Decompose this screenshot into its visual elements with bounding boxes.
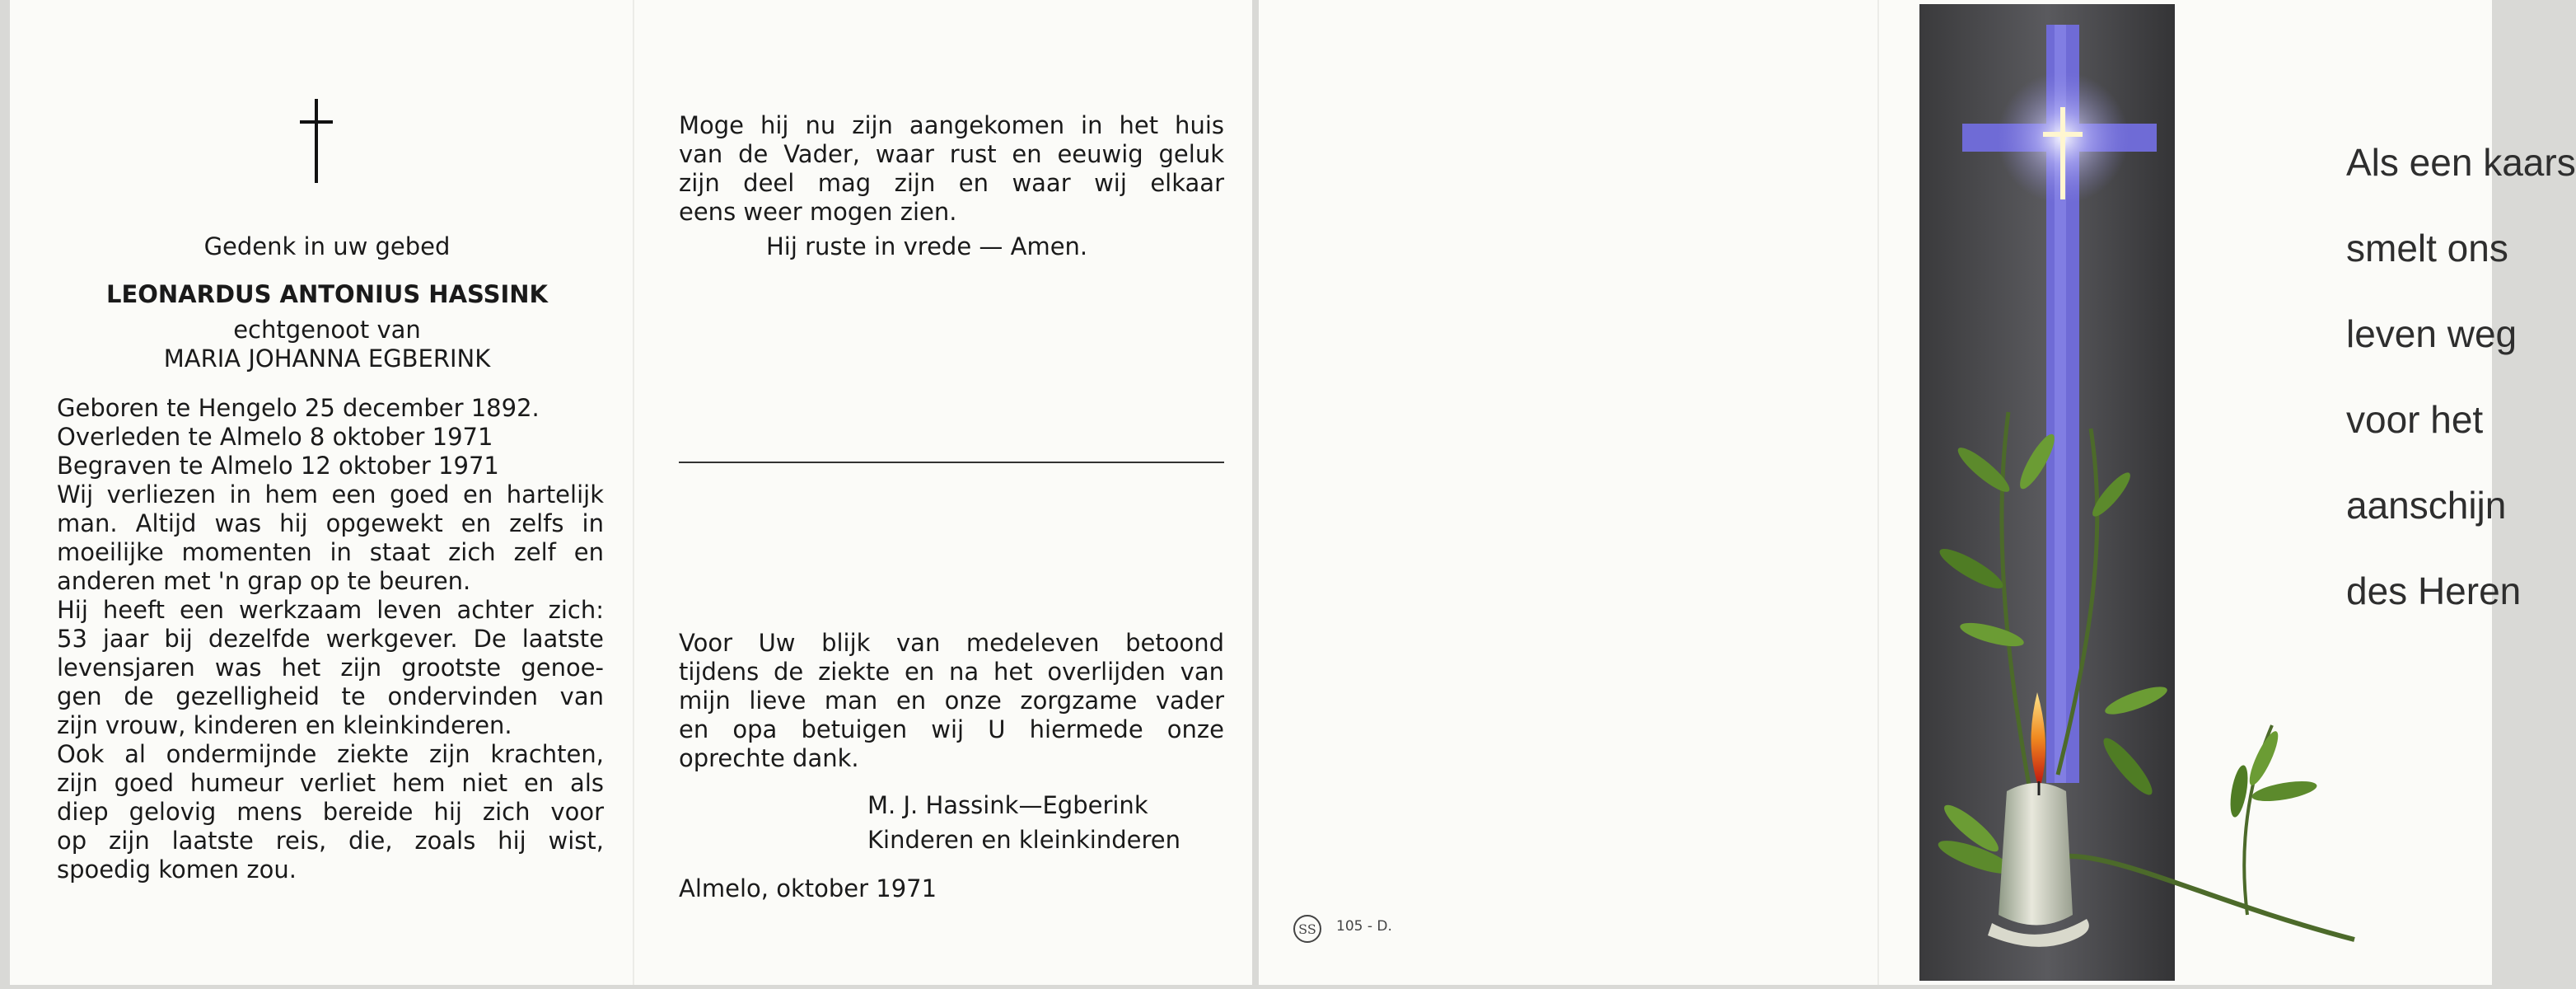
poem-line: aanschijn <box>2346 484 2507 527</box>
signature-name: M. J. Hassink—Egberink <box>867 791 1148 819</box>
bio-line: man. Altijd was hij opgewekt en zelfs in <box>57 509 604 537</box>
thanks-line: Voor Uw blijk van medeleven betoond <box>679 629 1224 657</box>
prayer-text-line: zijn deel mag zijn en waar wij elkaar <box>679 169 1224 197</box>
svg-text:SS: SS <box>1298 921 1316 937</box>
bio-line: anderen met 'n grap op te beuren. <box>57 567 471 595</box>
bio-line: levensjaren was het zijn grootste genoe- <box>57 654 604 682</box>
bio-line: zijn goed humeur verliet hem niet en als <box>57 769 604 797</box>
place-date: Almelo, oktober 1971 <box>679 874 937 902</box>
birth-line: Geboren te Hengelo 25 december 1892. <box>57 394 540 422</box>
thanks-line: tijdens de ziekte en na het overlijden van <box>679 658 1224 686</box>
death-line: Overleden te Almelo 8 oktober 1971 <box>57 423 493 451</box>
publisher-logo-icon <box>1292 913 1323 944</box>
thanks-line: oprechte dank. <box>679 744 859 772</box>
thanks-line: en opa betuigen wij U hiermede onze <box>679 715 1224 743</box>
signature-family: Kinderen en kleinkinderen <box>867 826 1180 854</box>
bio-line: zijn vrouw, kinderen en kleinkinderen. <box>57 711 512 739</box>
poem-line: Als een kaars <box>2346 141 2576 184</box>
prayer-text-line: Moge hij nu zijn aangekomen in het huis <box>679 111 1224 139</box>
thanks-line: mijn lieve man en onze zorgzame vader <box>679 687 1224 715</box>
bio-line: 53 jaar bij dezelfde werkgever. De laatste <box>57 625 604 653</box>
bio-line: spoedig komen zou. <box>57 855 297 884</box>
bio-line: op zijn laatste reis, die, zoals hij wist, <box>57 827 604 855</box>
bio-line: Ook al ondermijnde ziekte zijn krachten, <box>57 740 604 768</box>
bio-line: moeilijke momenten in staat zich zelf en <box>57 538 604 566</box>
burial-line: Begraven te Almelo 12 oktober 1971 <box>57 452 499 480</box>
fold-line <box>633 0 634 985</box>
prayer-line: Gedenk in uw gebed <box>203 232 451 260</box>
fold-line <box>1877 0 1879 985</box>
bio-line: Hij heeft een werkzaam leven achter zich: <box>57 596 604 624</box>
poem-line: voor het <box>2346 398 2484 441</box>
cross-candle-illustration <box>1893 0 2354 985</box>
cover-card <box>1259 0 2576 985</box>
poem-line: leven weg <box>2346 312 2518 355</box>
prayer-text-line: van de Vader, waar rust en eeuwig geluk <box>679 140 1224 168</box>
spouse-prefix: echtgenoot van <box>233 316 421 344</box>
latin-cross-icon <box>300 99 333 183</box>
spouse-name: MARIA JOHANNA EGBERINK <box>163 345 491 373</box>
bio-line: gen de gezelligheid te ondervinden van <box>57 682 604 710</box>
deceased-name: LEONARDUS ANTONIUS HASSINK <box>105 280 549 308</box>
bio-line: Wij verliezen in hem een goed en hartelijk <box>57 480 604 509</box>
poem-line: smelt ons <box>2346 227 2508 270</box>
poem-line: des Heren <box>2346 569 2522 612</box>
divider-line <box>679 462 1224 463</box>
prayer-text-line: eens weer mogen zien. <box>679 198 957 226</box>
print-code: 105 - D. <box>1336 918 1392 935</box>
inner-card <box>10 0 1252 985</box>
amen-line: Hij ruste in vrede — Amen. <box>766 232 1088 260</box>
bio-line: diep gelovig mens bereide hij zich voor <box>57 798 604 826</box>
